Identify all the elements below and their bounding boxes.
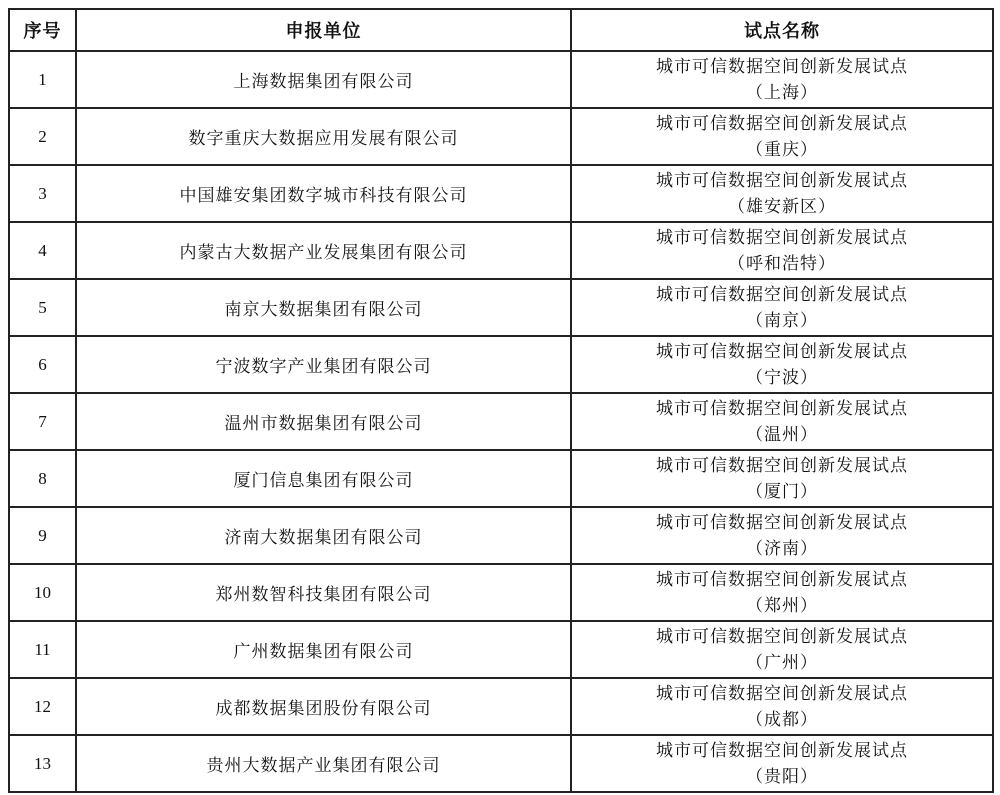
- pilot-name: [571, 222, 993, 279]
- pilot-name: [571, 735, 993, 792]
- unit-name: 厦门信息集团有限公司: [76, 450, 571, 507]
- pilot-name-line1: 城市可信数据空间创新发展试点: [656, 569, 908, 589]
- pilot-name: [571, 393, 993, 450]
- pilot-name-line2: （呼和浩特）: [728, 253, 836, 273]
- pilot-name-line1: 城市可信数据空间创新发展试点: [656, 455, 908, 475]
- pilot-name: [571, 450, 993, 507]
- table-row: [9, 165, 993, 222]
- table-row: [9, 507, 993, 564]
- row-index: 6: [9, 336, 76, 393]
- pilot-name: [571, 165, 993, 222]
- pilot-name: [571, 507, 993, 564]
- row-index: 9: [9, 507, 76, 564]
- table-row: [9, 621, 993, 678]
- header-row: [9, 9, 993, 51]
- unit-name: 上海数据集团有限公司: [76, 51, 571, 108]
- pilot-name-line2: （成都）: [746, 709, 818, 729]
- pilot-name-line1: 城市可信数据空间创新发展试点: [656, 170, 908, 190]
- pilot-name-line1: 城市可信数据空间创新发展试点: [656, 227, 908, 247]
- table-row: [9, 450, 993, 507]
- pilot-name-line2: （厦门）: [746, 481, 818, 501]
- unit-name: 广州数据集团有限公司: [76, 621, 571, 678]
- row-index: 10: [9, 564, 76, 621]
- pilot-name-line1: 城市可信数据空间创新发展试点: [656, 512, 908, 532]
- pilot-name-line2: （温州）: [746, 424, 818, 444]
- unit-name: 济南大数据集团有限公司: [76, 507, 571, 564]
- pilot-name-line2: （郑州）: [746, 595, 818, 615]
- unit-name: 郑州数智科技集团有限公司: [76, 564, 571, 621]
- pilot-name-line2: （雄安新区）: [728, 196, 836, 216]
- unit-name: 贵州大数据产业集团有限公司: [76, 735, 571, 792]
- pilot-name-line2: （广州）: [746, 652, 818, 672]
- unit-name: 温州市数据集团有限公司: [76, 393, 571, 450]
- table-row: [9, 336, 993, 393]
- pilot-name: [571, 108, 993, 165]
- pilot-name-line1: 城市可信数据空间创新发展试点: [656, 683, 908, 703]
- table-row: [9, 735, 993, 792]
- pilot-name: [571, 678, 993, 735]
- header-cell-pilot: 试点名称: [571, 9, 993, 51]
- row-index: 1: [9, 51, 76, 108]
- pilot-name: [571, 336, 993, 393]
- pilot-name: [571, 51, 993, 108]
- row-index: 13: [9, 735, 76, 792]
- row-index: 5: [9, 279, 76, 336]
- pilot-name-line2: （贵阳）: [746, 766, 818, 786]
- row-index: 4: [9, 222, 76, 279]
- pilot-name-line2: （宁波）: [746, 367, 818, 387]
- header-cell-unit: 申报单位: [76, 9, 571, 51]
- table-row: [9, 279, 993, 336]
- row-index: 7: [9, 393, 76, 450]
- pilot-name-line1: 城市可信数据空间创新发展试点: [656, 113, 908, 133]
- pilot-name-line1: 城市可信数据空间创新发展试点: [656, 740, 908, 760]
- table-row: [9, 393, 993, 450]
- unit-name: 中国雄安集团数字城市科技有限公司: [76, 165, 571, 222]
- unit-name: 宁波数字产业集团有限公司: [76, 336, 571, 393]
- pilot-name-line1: 城市可信数据空间创新发展试点: [656, 56, 908, 76]
- table-row: [9, 678, 993, 735]
- row-index: 11: [9, 621, 76, 678]
- unit-name: 内蒙古大数据产业发展集团有限公司: [76, 222, 571, 279]
- row-index: 12: [9, 678, 76, 735]
- row-index: 8: [9, 450, 76, 507]
- pilot-name-line2: （济南）: [746, 538, 818, 558]
- table-row: [9, 108, 993, 165]
- pilot-name-line2: （南京）: [746, 310, 818, 330]
- header-cell-index: 序号: [9, 9, 76, 51]
- pilot-table: [8, 8, 994, 793]
- pilot-name-line1: 城市可信数据空间创新发展试点: [656, 626, 908, 646]
- table-body: [9, 51, 993, 792]
- pilot-name: [571, 564, 993, 621]
- table-row: [9, 51, 993, 108]
- pilot-name: [571, 279, 993, 336]
- pilot-name-line1: 城市可信数据空间创新发展试点: [656, 398, 908, 418]
- row-index: 2: [9, 108, 76, 165]
- pilot-name: [571, 621, 993, 678]
- unit-name: 数字重庆大数据应用发展有限公司: [76, 108, 571, 165]
- pilot-name-line1: 城市可信数据空间创新发展试点: [656, 284, 908, 304]
- unit-name: 成都数据集团股份有限公司: [76, 678, 571, 735]
- pilot-name-line2: （上海）: [746, 82, 818, 102]
- table-row: [9, 564, 993, 621]
- table-row: [9, 222, 993, 279]
- pilot-name-line2: （重庆）: [746, 139, 818, 159]
- row-index: 3: [9, 165, 76, 222]
- unit-name: 南京大数据集团有限公司: [76, 279, 571, 336]
- pilot-name-line1: 城市可信数据空间创新发展试点: [656, 341, 908, 361]
